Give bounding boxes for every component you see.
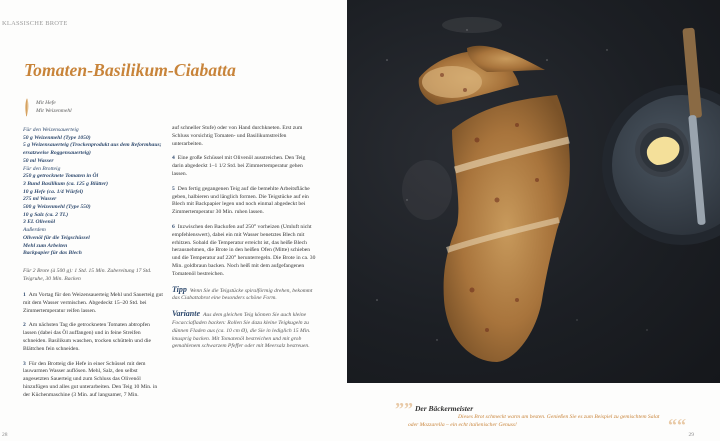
quote-title: Der Bäckermeister [415,404,474,413]
variant-label: Variante [172,309,201,319]
recipe-tags [36,99,72,115]
steps-column-left [23,292,163,407]
step-number: 1 [23,292,26,298]
step-text: auf schneller Stufe) oder von Hand durchkneten. Erst zum Schluss vorsichtig Tomaten- und Basilikumstreifen unterarbeiten. [172,125,303,147]
ingredient-list [23,127,163,258]
step-3-continued [172,125,317,148]
right-page [345,0,720,441]
step-text: Am nächsten Tag die getrockneten Tomaten abtropfen lassen (dabei das Öl auffangen) und in feine Streifen schneiden. Basilikum waschen, trocken schütteln und die Blättchen fein schneiden. [23,322,152,352]
ingredient-item: 5 g Weizensauerteig (Trockenprodukt aus dem Reformhaus; ersatzweise Roggensauerteig) [23,142,162,157]
left-page [0,0,345,441]
step-5 [172,186,317,217]
ingredient-item: 50 ml Wasser [23,157,54,164]
tag-wheat-flour: Mit Weizenmehl [36,108,72,114]
step-number: 3 [23,360,26,367]
ingredient-group: Außerdem [23,227,46,234]
variant-box [172,310,317,351]
step-text: Eine große Schüssel mit Olivenöl ausstreichen. Den Teig darin abgedeckt 1–1 1/2 Std. bei Zimmertemperatur gehen lassen. [172,155,306,177]
bread-illustration [347,0,720,383]
ingredient-group: Für den Brotteig [23,165,61,172]
tip-label: Tipp [172,284,187,294]
ingredient-item: 500 g Weizenmehl (Type 550) [23,204,91,211]
ingredient-item: 50 g Weizenmehl (Type 1050) [23,134,91,141]
tag-yeast: Mit Hefe [36,100,56,106]
yield-and-timing: Für 2 Brote (à 500 g): 1 Std. 15 Min. Zubereitung 17 Std. Teigruhe, 30 Min. Backen [23,268,152,282]
page-number-left: 28 [2,432,8,438]
ingredient-item: Mehl zum Arbeiten [23,242,68,249]
ingredient-item: 10 g Salz (ca. 2 TL) [23,211,69,218]
ingredient-item: 250 g getrocknete Tomaten in Öl [23,173,99,180]
ingredient-item: Backpapier für das Blech [23,250,82,257]
step-3 [23,361,163,400]
step-2 [23,322,163,353]
step-4 [172,155,317,178]
step-6 [172,224,317,279]
step-text: Inzwischen den Backofen auf 250° vorheizen (Umluft nicht empfehlenswert), dabei ein mit Wasser benetztes Blech mit erhitzen. Sobald die Temperatur erreicht ist, das heiße Blech herausnehmen, die Brote in den heißen Ofen (Mitte) schieben und die Temperatur auf 220° herunterregeln. Die Brote in ca. 30 Min. goldbraun backen. Noch heiß mit dem aufgefangenen Tomatenöl bestreichen. [172,223,316,277]
ingredient-group: Für den Weizensauerteig [23,127,79,133]
variant-text: Aus dem gleichen Teig können Sie auch kleine Focacciafladen backen: Rollen Sie dazu kleine Teigkugeln zu dünnen Fladen aus (ca. 10 cm Ø), die Sie in lediglich 15 Min. knusprig backen. Mit Tomatenöl bestreichen und mit grob gemahlenem schwarzem Pfeffer oder mit Meersalz bestreuen. [172,312,311,350]
step-number: 5 [172,185,175,192]
quote-close-icon: ““ [668,415,686,435]
step-text: Den fertig gegangenen Teig auf die bemehlte Arbeitsfläche geben, halbieren und länglich formen. Die Teigstücke auf ein Blech mit Backpapier legen und noch einmal abgedeckt bei Zimmertemperatur 30 Min. ruhen lassen. [172,185,310,216]
bread-photo [347,0,720,383]
steps-column-right [172,125,317,358]
tip-box [172,286,317,304]
section-label: KLASSISCHE BROTE [2,20,68,27]
ingredient-item: 3 EL Olivenöl [23,219,56,226]
wheat-icon [23,97,30,117]
ingredient-item: 275 ml Wasser [23,196,57,203]
step-1 [23,292,163,315]
step-number: 2 [23,322,26,329]
step-text: Am Vortag für den Weizensauerteig Mehl und Sauerteig gut mit dem Wasser vermischen. Abgedeckt 15–20 Std. bei Zimmertemperatur reifen lassen. [23,292,163,314]
quote-text: Dieses Brot schmeckt warm am besten. Genießen Sie es zum Beispiel zu gemischtem Salat oder Mozzarella – ein echt italienischer Genuss! [408,414,660,428]
ingredient-item: Olivenöl für die Teigschüssel [23,234,90,241]
recipe-title: Tomaten-Basilikum-Ciabatta [24,60,236,80]
page-number-right: 29 [688,432,694,438]
quote-open-icon: ”” [395,399,413,419]
tip-text: Wenn Sie die Teigstücke spiralförmig drehen, bekommt das Ciabattabrot eine besonders schöne Form. [172,287,313,302]
step-number: 4 [172,155,175,162]
step-number: 6 [172,223,175,230]
step-text: Für den Brotteig die Hefe in einer Schüssel mit dem lauwarmen Wasser auflösen. Mehl, Salz, den selbst angesetzten Sauerteig und zum Schluss das Olivenöl hinzufügen und alles gut unterarbeiten. Den Teig 10 Min. in der Küchenmaschine (3 Min. auf langsamer, 7 Min. [23,360,158,398]
ingredient-item: 3 Bund Basilikum (ca. 125 g Blätter) [23,180,109,187]
ingredient-item: 10 g Hefe (ca. 1/4 Würfel) [23,188,84,195]
